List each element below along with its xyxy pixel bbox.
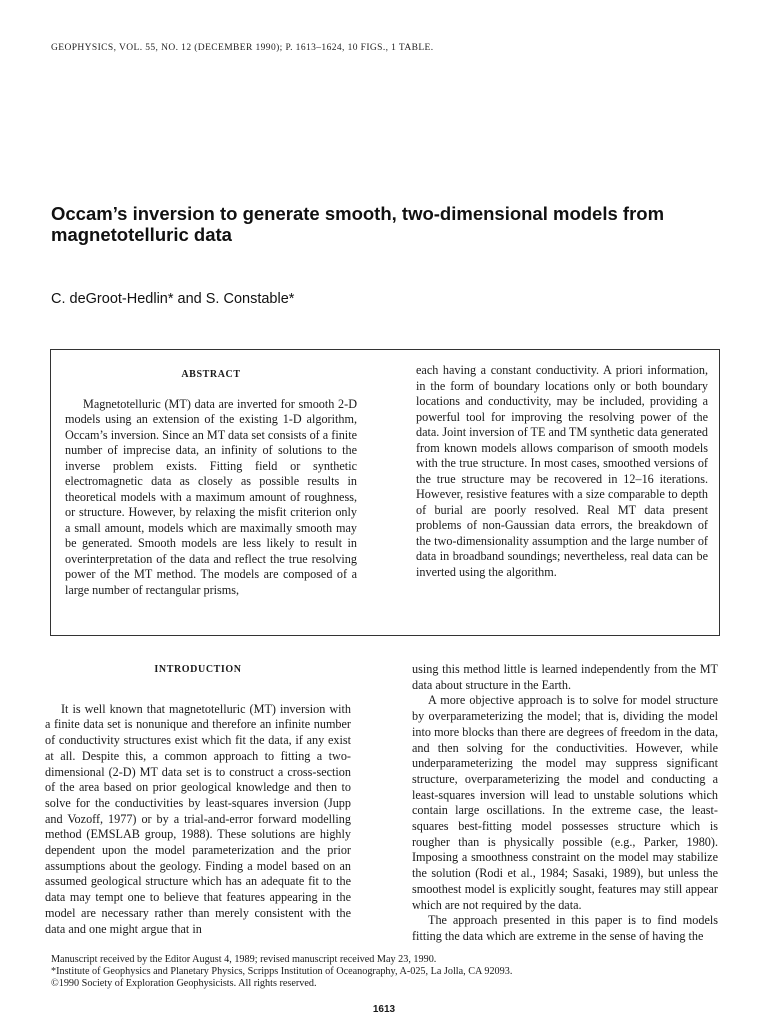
introduction-paragraph-3: The approach presented in this paper is to find models fitting the data which are extreme in the sense of having the [412, 913, 718, 943]
body-left-column [45, 662, 351, 937]
abstract-right-column [416, 363, 708, 580]
abstract-text-right: each having a constant conductivity. A priori information, in the form of boundary locations only or both boundary locations and conductivity, may be included, providing a powerful tool for improving the resolving power of the data. Joint inversion of TE and TM synthetic data generated from known models allows comparison of smooth models with the true structure. In most cases, smoothed versions of the true structure may be recovered in 12–16 iterations. However, resistive features with a size comparable to depth of burial are poorly resolved. Real MT data present problems of non-Gaussian data errors, the breakdown of the two-dimensionality assumption and the large number of data in broadband soundings; nevertheless, real data can be inverted using the algorithm. [416, 363, 708, 579]
abstract-heading: ABSTRACT [181, 369, 241, 380]
footnotes [51, 954, 711, 991]
page-number: 1613 [372, 1004, 396, 1015]
introduction-paragraph-continued: using this method little is learned independently from the MT data about structure in the Earth. [412, 662, 718, 692]
article-title: Occam’s inversion to generate smooth, two-dimensional models from magnetotelluric data [51, 203, 665, 245]
introduction-heading: INTRODUCTION [154, 664, 242, 675]
body-right-column [412, 662, 718, 945]
footnote-received: Manuscript received by the Editor August 4, 1989; revised manuscript received May 23, 1990. [51, 954, 437, 965]
abstract-box [50, 349, 720, 636]
article-authors: C. deGroot-Hedlin* and S. Constable* [51, 291, 295, 307]
abstract-text-left: Magnetotelluric (MT) data are inverted for smooth 2-D models using an extension of the existing 1-D algorithm, Occam’s inversion. Since an MT data set consists of a finite number of imprecise data, an infinity of solutions to the inverse problem exists. Fitting field or synthetic electromagnetic data as closely as possible results in theoretical models with a maximum amount of roughness, or structure. However, by relaxing the misfit criterion only a small amount, models which are maximally smooth may be generated. Smooth models are less likely to result in overinterpretation of the data and reflect the true resolving power of the MT method. The models are composed of a large number of rectangular prisms, [65, 396, 357, 597]
abstract-left-column [65, 350, 357, 598]
introduction-paragraph-1: It is well known that magnetotelluric (MT) inversion with a finite data set is nonunique and therefore an infinite number of conductivity structures exist which fit the data, if any exist at all. Despite this, a common approach to fitting a two-dimensional (2-D) MT data set is to construct a cross-section of the area based on prior geological knowledge and then to solve for the conductivities by least-squares inversion (Jupp and Vozoff, 1977) or by a trial-and-error forward modelling method (EMSLAB group, 1988). These solutions are highly dependent upon the model parameterization and the prior assumptions about the geology. Finding a model based on an assumed geological structure which has an adequate fit to the data may tempt one to believe that features appearing in the model are necessary rather than merely consistent with the data and one might argue that in [45, 701, 351, 936]
introduction-paragraph-2: A more objective approach is to solve for model structure by overparameterizing the model; that is, dividing the model into more blocks than there are degrees of freedom in the data, and then solving for the conductivities. However, while underparameterizing the model may suppress significant structure, overparameterizing the model and conducting a least-squares inversion will lead to unstable solutions which contain large oscillations. In the extreme case, the least-squares best-fitting model possesses structure which is rougher than is physically possible (e.g., Parker, 1980). Imposing a smoothness constraint on the model may stabilize the solution (Rodi et al., 1984; Sasaki, 1989), but unless the smoothest model is explicitly sought, features may still appear which are not required by the data. [412, 693, 718, 912]
running-head: GEOPHYSICS, VOL. 55, NO. 12 (DECEMBER 1990); P. 1613–1624, 10 FIGS., 1 TABLE. [51, 43, 434, 53]
footnote-affiliation: *Institute of Geophysics and Planetary Physics, Scripps Institution of Oceanography, A-025, La Jolla, CA 92093. [51, 966, 513, 978]
footnote-copyright: ©1990 Society of Exploration Geophysicists. All rights reserved. [51, 978, 317, 990]
